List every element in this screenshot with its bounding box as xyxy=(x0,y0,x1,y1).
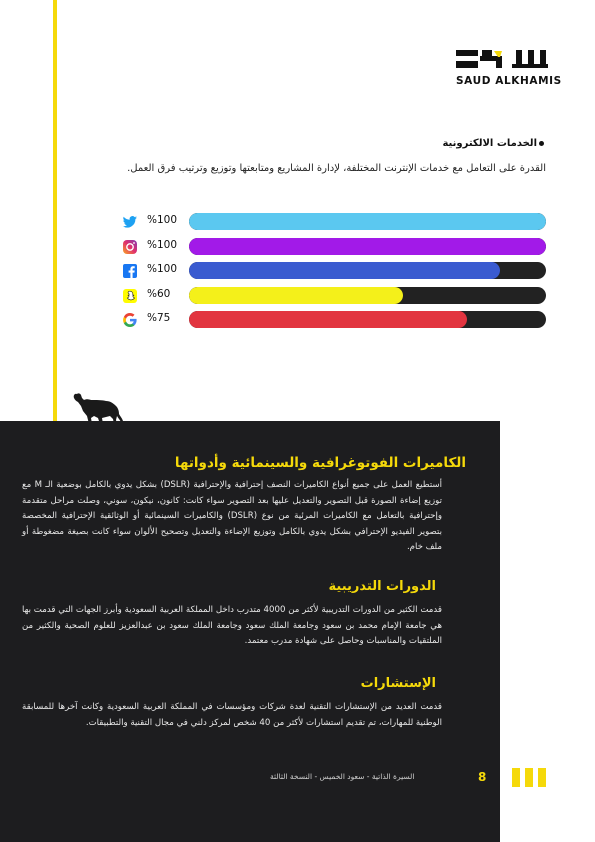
snapchat-icon xyxy=(122,288,138,304)
skill-fill xyxy=(189,262,500,279)
section-paragraph: القدرة على التعامل مع خدمات الإنترنت المختلفة، لإدارة المشاريع ومتابعتها وتوزيع وترتيب فرق العمل. xyxy=(127,163,546,174)
twitter-icon xyxy=(122,214,138,230)
section-paragraph: قدمت الكثير من الدورات التدريبية لأكثر من 4000 متدرب داخل المملكة العربية السعودية وأبرز الجهات التي قدمت بها هي جامعة الإمام محمد بن سعود وجامعة الملك سعود وجامعة الملك سعود بن عبدالعزيز للعلوم الصحية والكثير من الملتقيات والمناسبات وحاصل على شهادة مدرب معتمد. xyxy=(22,605,443,647)
section-paragraph: قدمت العديد من الإستشارات التقنية لعدة شركات ومؤسسات في المملكة العربية السعودية وكانت آخرها للمسابقة الوطنية للمهارات، تم تقديم استشارات لأكثر من 40 شخص لمركز دلني في مجال التقنية والتطبيقات. xyxy=(22,702,442,728)
skill-row xyxy=(122,213,546,231)
skill-fill xyxy=(189,238,546,255)
accent-strip xyxy=(53,0,57,422)
logo-mark-icon xyxy=(456,48,548,70)
section-heading: الكاميرات الفوتوغرافية والسينمائية وأدواتها xyxy=(174,455,466,471)
brand-logo xyxy=(456,48,562,93)
skill-row xyxy=(122,238,546,256)
footer-caption: السيرة الذاتية - سعود الخميس - النسخة الثالثة xyxy=(270,772,415,781)
skill-row xyxy=(122,262,546,280)
skill-fill xyxy=(189,287,403,304)
section-heading: الإستشارات xyxy=(360,676,436,691)
skill-track xyxy=(189,213,546,230)
section-heading: الدورات التدريبية xyxy=(328,579,436,594)
google-icon xyxy=(122,312,138,328)
facebook-icon xyxy=(122,263,138,279)
skill-percent: %100 xyxy=(147,214,178,226)
footer-logo-icon xyxy=(512,768,546,787)
skill-row xyxy=(122,311,546,329)
skill-percent: %60 xyxy=(147,288,171,300)
skill-fill xyxy=(189,213,546,230)
page-number: 8 xyxy=(478,770,487,784)
skill-track xyxy=(189,287,546,304)
section-paragraph: أستطيع العمل على جميع أنواع الكاميرات النصف إحترافية والإحترافية (DSLR) بشكل يدوي بالكامل بوضعية الـ M مع توزيع إضاءة الصورة قبل التصوير والتعديل عليها بعد التصوير سواء كانت: كانون، نيكون، سوني، وصلت مراحل متقدمة وإحترافية بالتعامل مع الكاميرات المرئية من نوع (DSLR) والكاميرات السينمائية أو الوثائقية الإحترافية المخصصة بتصوير الفيديو الإحترافي بشكل يدوي بالكامل وتوزيع الإضاءة والتعديل وتصحيح الألوان سواء كانت بصيغة مضغوطة أو ملف خام. xyxy=(22,480,443,553)
section-heading: الخدمات الالكترونية xyxy=(442,138,537,149)
skill-percent: %75 xyxy=(147,312,171,324)
bullet-icon xyxy=(539,141,544,146)
skill-percent: %100 xyxy=(147,239,178,251)
brand-name: SAUD ALKHAMIS xyxy=(456,75,562,87)
skill-row xyxy=(122,287,546,305)
skill-track xyxy=(189,238,546,255)
skill-track xyxy=(189,262,546,279)
skill-track xyxy=(189,311,546,328)
dark-content-panel xyxy=(0,421,500,842)
instagram-icon xyxy=(122,239,138,255)
skill-fill xyxy=(189,311,467,328)
skill-percent: %100 xyxy=(147,263,178,275)
